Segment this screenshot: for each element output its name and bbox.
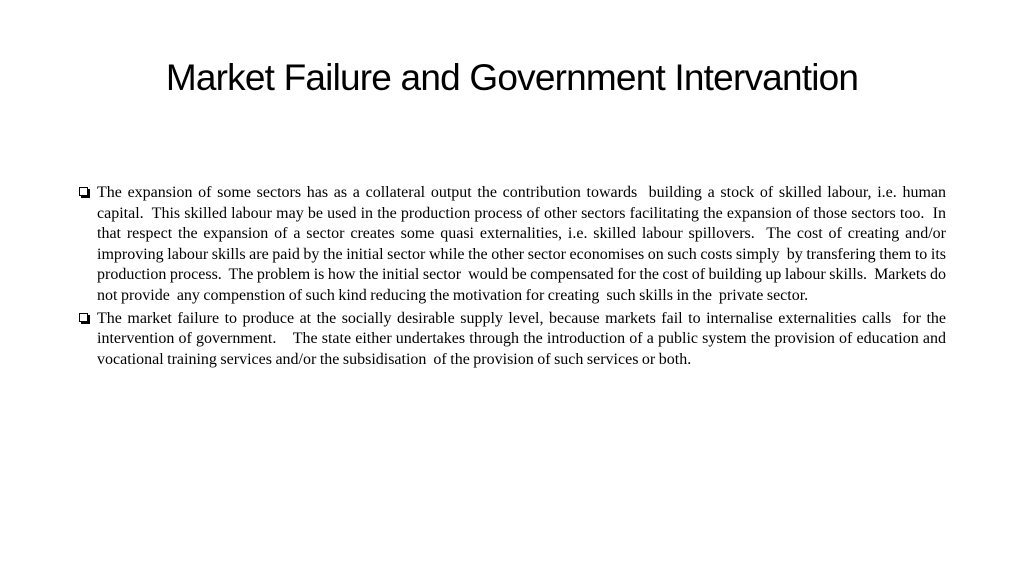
checkbox-bullet-icon bbox=[79, 187, 88, 196]
slide-title: Market Failure and Government Intervantion bbox=[165, 57, 859, 98]
bullet-text: The expansion of some sectors has as a collateral output the contribution towards building a stock of skilled labour, i.e. human capital. This skilled labour may be used in the production process of other sectors facilitating the expansion of those sectors too. In that respect the expansion of a sector creates some quasi externalities, i.e. skilled labour spillovers. The cost of creating and/or improving labour skills are paid by the initial sector while the other sector economises on such costs simply by transfering them to its production process. The problem is how the initial sector would be compensated for the cost of building up labour skills. Markets do not provide any compenstion of such kind reducing the motivation for creating such skills in the private sector. bbox=[97, 184, 950, 304]
checkbox-bullet-icon bbox=[79, 313, 88, 322]
bullet-item bbox=[78, 183, 950, 307]
bullet-item bbox=[78, 309, 950, 371]
bullet-text: The market failure to produce at the socially desirable supply level, because markets fail to internalise externalities calls for the intervention of government. The state either undertakes through the introduction of a public system the provision of education and vocational training services and/or the subsidisation of the provision of such services or both. bbox=[97, 309, 950, 368]
bullet-list bbox=[78, 183, 950, 372]
